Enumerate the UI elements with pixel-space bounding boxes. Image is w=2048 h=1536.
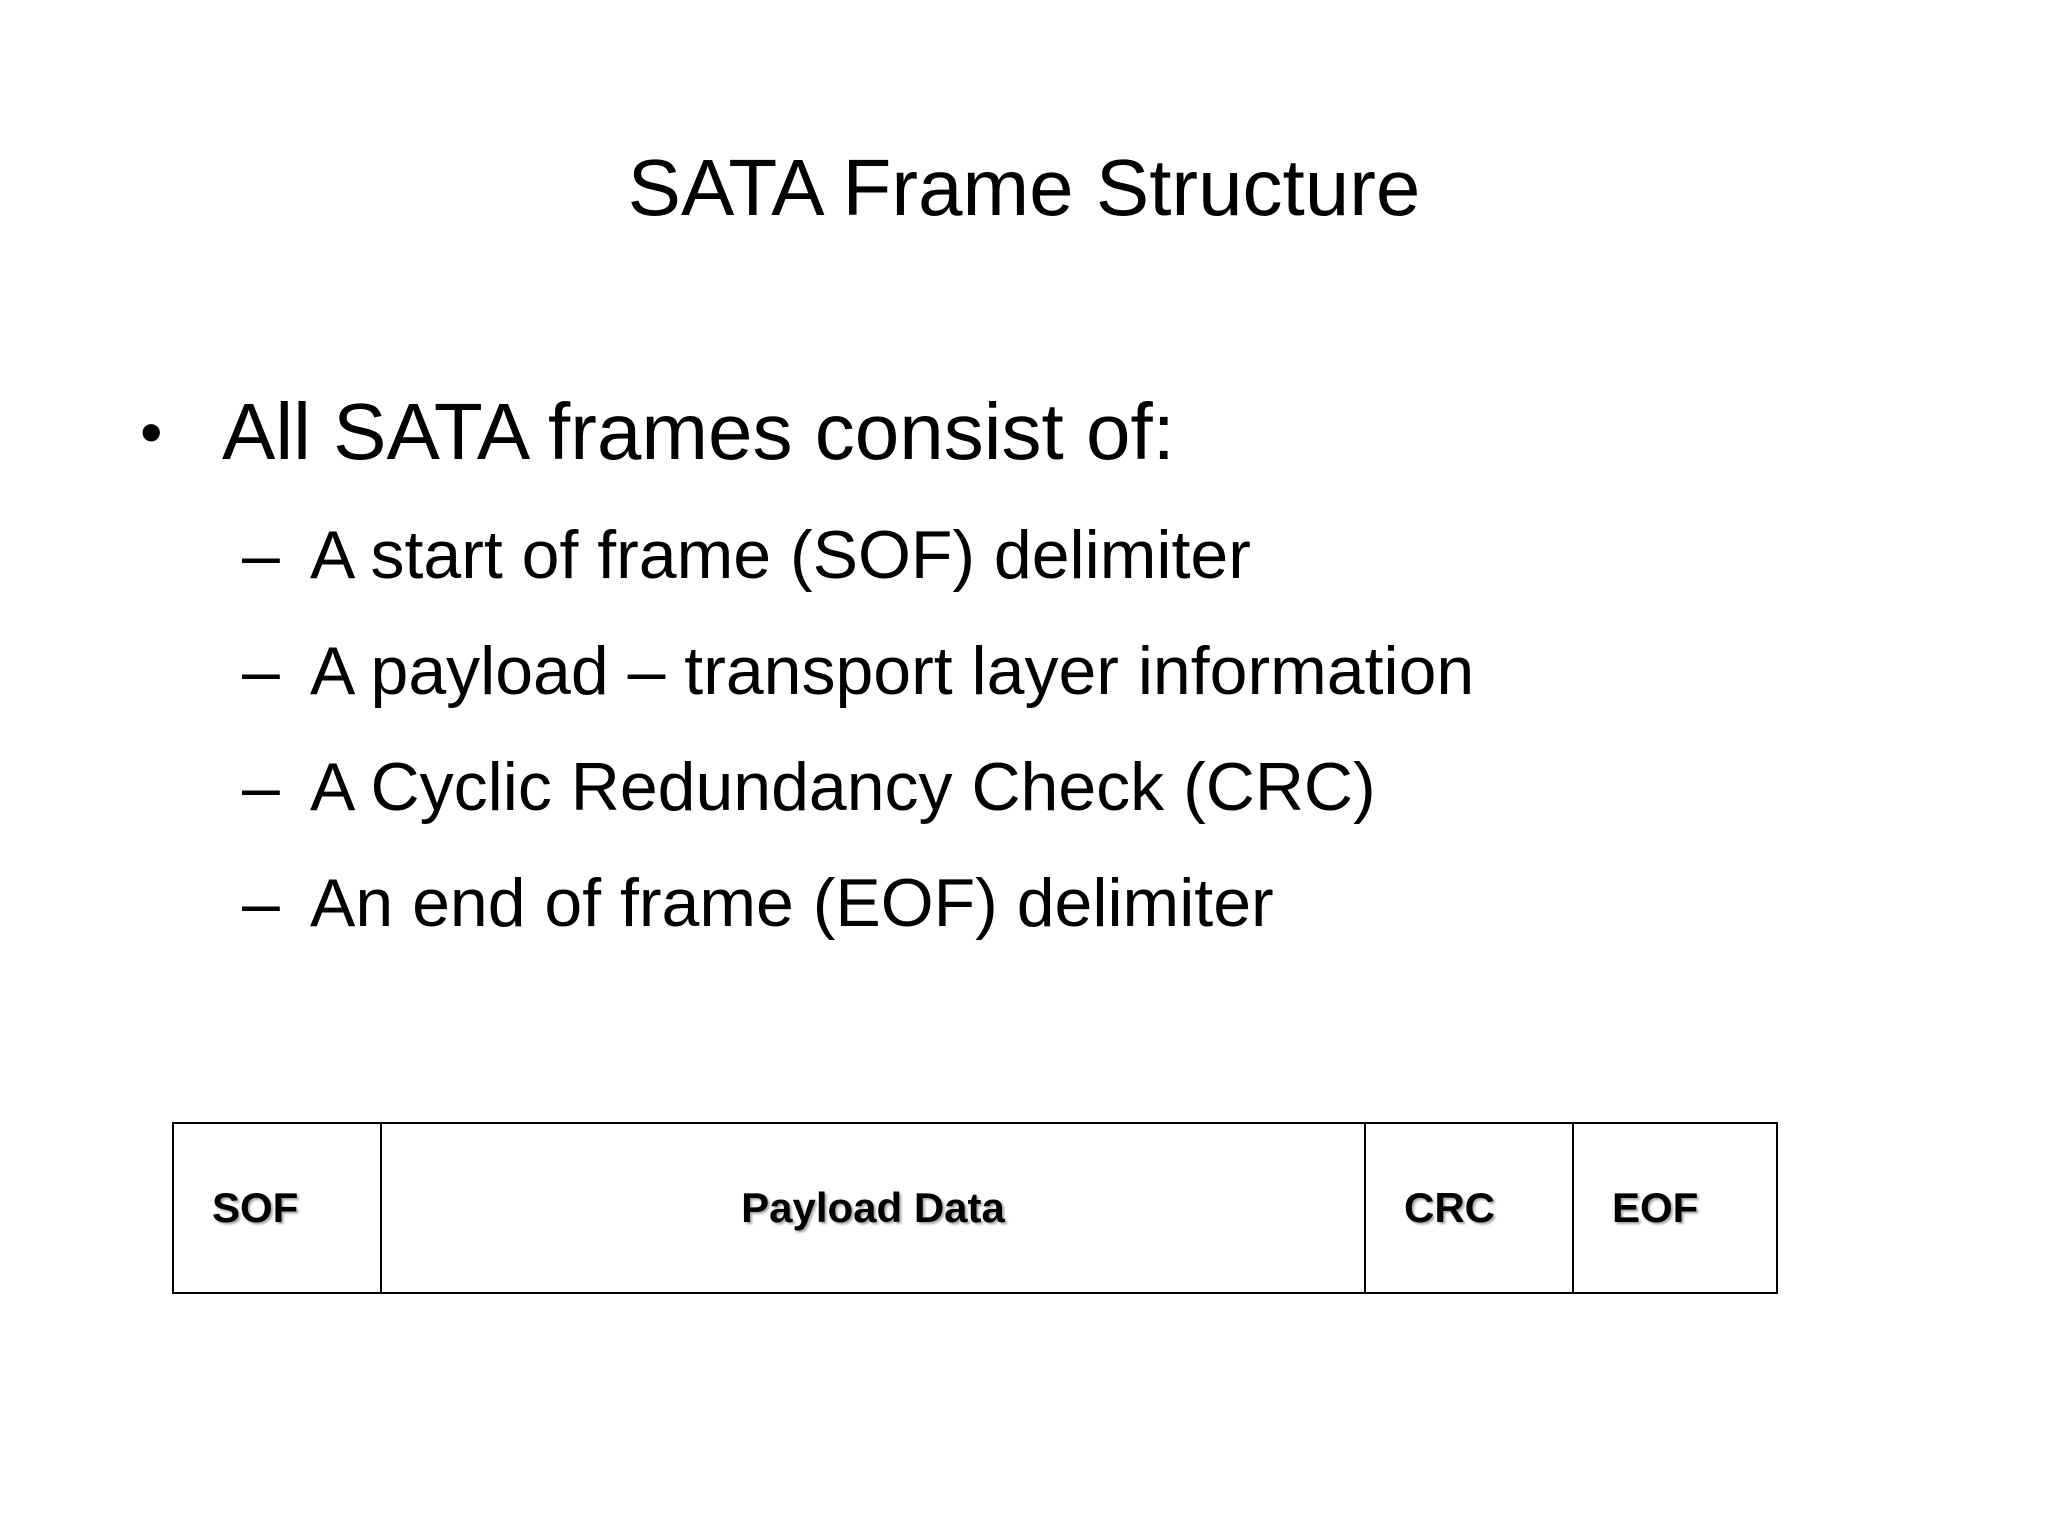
frame-cell-payload: Payload Data (380, 1124, 1364, 1292)
slide-title: SATA Frame Structure (627, 143, 1421, 232)
dash-marker: – (242, 517, 280, 593)
bullet-item (140, 382, 1175, 482)
sub-item-text: An end of frame (EOF) delimiter (310, 865, 1274, 941)
sub-item-payload (242, 629, 1474, 713)
bullet-marker: • (140, 396, 163, 468)
frame-cell-sof: SOF (212, 1184, 299, 1231)
frame-cell-crc: CRC (1364, 1124, 1572, 1292)
sub-item-eof (242, 861, 1274, 945)
sub-item-sof (242, 513, 1251, 597)
sub-item-crc (242, 745, 1376, 829)
sub-item-text: A Cyclic Redundancy Check (CRC) (310, 749, 1376, 825)
dash-marker: – (242, 633, 280, 709)
dash-marker: – (242, 749, 280, 825)
bullet-text: All SATA frames consist of: (222, 387, 1175, 476)
sub-item-text: A payload – transport layer information (310, 633, 1475, 709)
frame-structure-diagram (172, 1122, 1778, 1294)
dash-marker: – (242, 865, 280, 941)
sub-item-text: A start of frame (SOF) delimiter (310, 517, 1251, 593)
frame-cell-eof: EOF (1572, 1124, 1776, 1292)
